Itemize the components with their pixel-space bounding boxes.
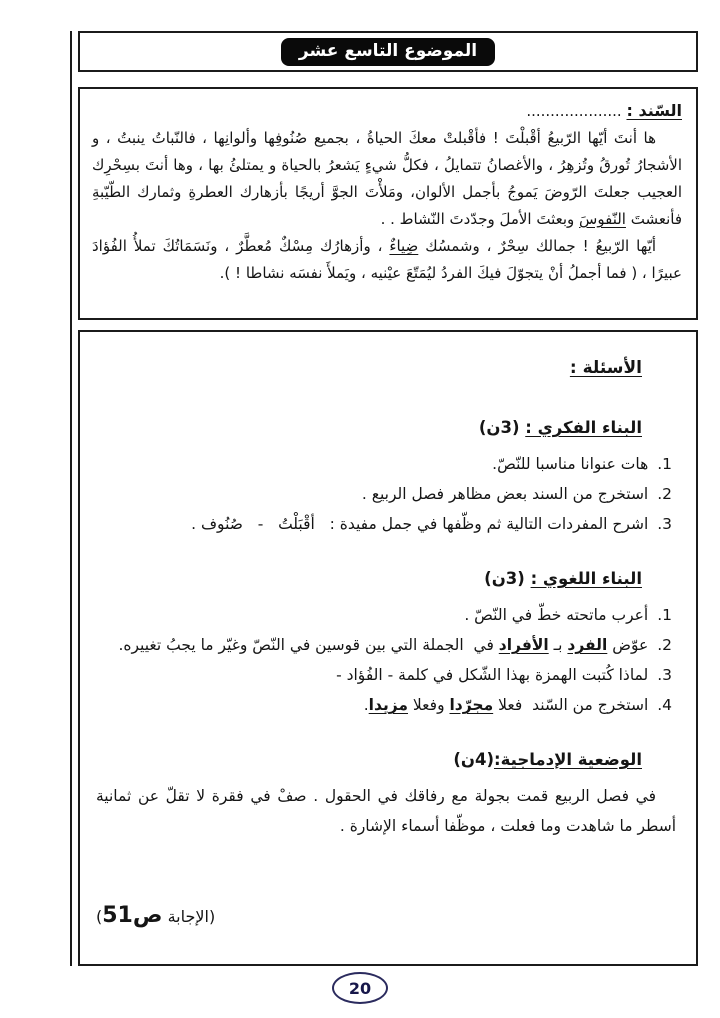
question-text: استخرج من السند بعض مظاهر فصل الربيع . bbox=[361, 485, 649, 503]
question-text: اشرح المفردات التالية ثم وظّفها في جمل مفيدة : أقْبَلْتُ - صُنُوف . bbox=[191, 515, 649, 533]
question-text: أعرب ماتحته خطّ في النّصّ . bbox=[464, 606, 649, 624]
passage-section bbox=[78, 87, 698, 320]
answer-reference: (الإجابة ص51) bbox=[96, 903, 216, 928]
section-points: (3ن) bbox=[478, 418, 520, 437]
passage-paragraph-2: أيّها الرّبيعُ ! جمالك سِحْرٌ ، وشمسُك ضِياءٌ ، وأزهارُك مِسْكٌ مُعطَّرٌ ، ونَسَمَاتُكَ تملأُ الفُؤادَ عبيرًا ، ( فما أجملُ أنْ يتجوّلَ فيكَ الفردُ ليُمَتّعَ عيْنيه ، ويَملأَ نفسَه نشاطا ! ). bbox=[92, 237, 682, 282]
question-item bbox=[96, 509, 672, 539]
passage-label: السّند : bbox=[626, 101, 682, 120]
question-number: 2. bbox=[657, 636, 672, 654]
passage-dots: .................... bbox=[526, 102, 622, 120]
question-item bbox=[96, 660, 672, 690]
section-heading-intellectual bbox=[96, 418, 642, 437]
question-number: 3. bbox=[657, 666, 672, 684]
section-heading-linguistic bbox=[96, 569, 642, 588]
section-points: (3ن) bbox=[484, 569, 525, 588]
question-number: 1. bbox=[657, 606, 672, 624]
question-text: لماذا كُتبت الهمزة بهذا الشّكل في كلمة - الفُؤاد - bbox=[336, 666, 649, 684]
question-item bbox=[96, 449, 672, 479]
question-text: هات عنوانا مناسبا للنّصّ. bbox=[492, 455, 649, 473]
question-number: 3. bbox=[657, 515, 672, 533]
page-number: 20 bbox=[348, 978, 372, 998]
question-item bbox=[96, 690, 672, 720]
passage-label-row bbox=[92, 97, 682, 125]
question-number: 1. bbox=[657, 455, 672, 473]
question-text: عوّض الفرد بـ الأفراد في الجملة التي بين قوسين في النّصّ وغيّر ما يجبُ تغييره. bbox=[118, 636, 649, 654]
section-points: (4ن) bbox=[453, 750, 494, 769]
section-title: البناء الفكري : bbox=[525, 418, 642, 437]
topic-title: الموضوع التاسع عشر bbox=[298, 40, 478, 61]
section-heading-integration bbox=[96, 750, 642, 769]
questions-title: الأسئلة : bbox=[569, 358, 642, 378]
section-title: الوضعية الإدماجية: bbox=[494, 750, 642, 769]
section-title: البناء اللغوي : bbox=[530, 569, 642, 588]
integration-prompt: في فصل الربيع قمت بجولة مع رفاقك في الحقول . صفْ في فقرة لا تقلّ عن ثمانية أسطر ما شاهدت وما فعلت ، موظّفا أسماء الإشارة . bbox=[96, 787, 676, 835]
questions-section bbox=[78, 330, 698, 966]
question-item bbox=[96, 479, 672, 509]
topic-title-plate bbox=[281, 38, 495, 66]
question-text: استخرج من السّند فعلا مجرّدا وفعلا مزيدا. bbox=[363, 696, 649, 714]
header-box bbox=[78, 31, 698, 72]
question-number: 2. bbox=[657, 485, 672, 503]
question-number: 4. bbox=[657, 696, 672, 714]
question-item bbox=[96, 600, 672, 630]
question-item bbox=[96, 630, 672, 660]
page-number-badge bbox=[332, 972, 388, 1004]
page-frame-line bbox=[70, 31, 72, 966]
passage-paragraph-1: ها أنتَ أيّها الرّبيعُ أقْبلْتَ ! فأقْبلتْ معكَ الحياةُ ، بجميع صُنُوفِها وألوانِها ، فالنّباتُ ينبتُ ، و الأشجارُ تُورقُ وتُزهِرُ ، والأغصانُ تتمايلُ ، فكلُّ شيءٍ يَشعرُ بالحياة و يمتلئُ بها ، وها أنتَ بسِحْرِك العجيب جعلتَ الرّوضَ يَموجُ بأجمل الألوان، ومَلأْتَ الجوَّ أريجًا بأزهارك العطرةِ وثمارك الطّيّبةِ فأنعشتَ النّفوسَ وبعثتَ الأملَ وجدّدتَ النّشاط . . bbox=[92, 129, 682, 228]
